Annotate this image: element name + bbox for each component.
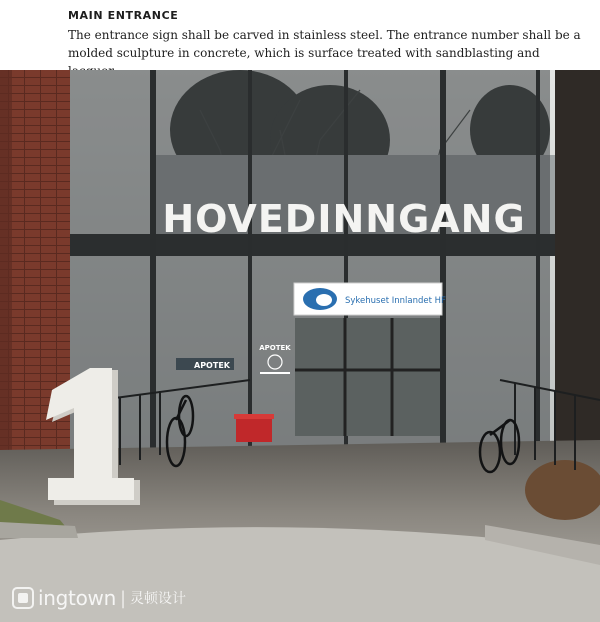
caption-text: The entrance sign shall be carved in stainless steel. The entrance number shall be a molded sculpture in concrete, which is surface treated with sandblasting and [68, 28, 581, 60]
entrance-sign: HOVEDINNGANG [162, 197, 526, 241]
watermark [12, 586, 186, 610]
red-bin [236, 416, 272, 442]
entrance-doors [295, 318, 440, 436]
watermark-chinese: 灵顿设计 [130, 591, 187, 607]
watermark-logo-icon [12, 587, 34, 609]
section-heading: MAIN ENTRANCE [68, 9, 179, 22]
entrance-photo [0, 70, 600, 622]
hospital-sign-text: Sykehuset Innlandet HF [345, 296, 446, 306]
watermark-brand: ingtown [38, 586, 116, 610]
watermark-separator: | [119, 587, 127, 609]
hospital-sign [294, 283, 446, 315]
pharmacy-decal-text: APOTEK [259, 344, 291, 352]
pharmacy-sign-left [176, 358, 234, 370]
entrance-photo-illustration [0, 70, 600, 622]
pharmacy-sign-left-text: APOTEK [194, 361, 230, 370]
